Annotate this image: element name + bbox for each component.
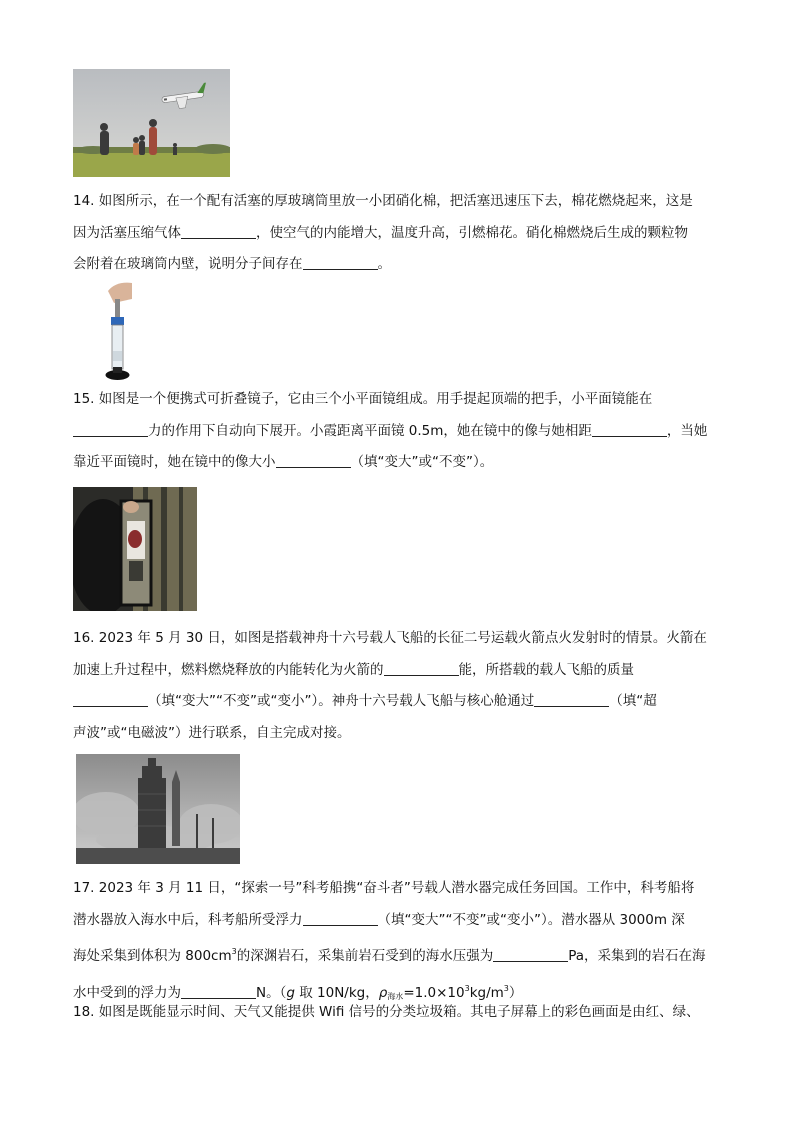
- q15-line-1: 15. 如图是一个便携式可折叠镜子，它由三个小平面镜组成。用手提起顶端的把手，小平面镜能在: [73, 391, 653, 407]
- q15-line-3: 靠近平面镜时，她在镜中的像大小 （填“变大”或“不变”）。: [73, 454, 494, 470]
- answer-blank[interactable]: [493, 947, 568, 962]
- q17-line-1: 17. 2023 年 3 月 11 日，“探索一号”科考船携“奋斗者”号载人潜水器完成任务回国。工作中，科考船将: [73, 880, 695, 896]
- q16-line-3: （填“变大”“不变”或“变小”）。神舟十六号载人飞船与核心舱通过 （填“超: [73, 686, 725, 718]
- q15-line-2: 力的作用下自动向下展开。小霞距离平面镜 0.5m，她在镜中的像与她相距 ，当她: [73, 416, 725, 448]
- answer-blank[interactable]: [276, 453, 351, 468]
- q17-line-3: 海处采集到体积为 $800cm^3$的深渊岩石，采集前岩石受到的海水压强为 Pa，采集到的岩石在海: [73, 947, 706, 964]
- answer-blank[interactable]: [303, 911, 378, 926]
- folding-mirror-photo: [73, 487, 197, 611]
- answer-blank[interactable]: [592, 422, 667, 437]
- q18-line-1: 18. 如图是既能显示时间、天气又能提供 Wifi 信号的分类垃圾箱。其电子屏幕上的彩色画面是由红、绿、: [73, 1004, 700, 1020]
- answer-blank[interactable]: [73, 692, 148, 707]
- q17-line-2: 潜水器放入海水中后，科考船所受浮力 （填“变大”“不变”或“变小”）。潜水器从 3000m 深: [73, 911, 685, 928]
- question-18: [73, 997, 725, 1029]
- q17-line-4: 水中受到的浮力为 N。（g 取 10N/kg，$\rho_{海水}=1.0\times 10^3kg/m^3$）: [73, 983, 523, 1001]
- question-14: [73, 186, 725, 281]
- question-17: [73, 873, 725, 1012]
- answer-blank[interactable]: [384, 661, 459, 676]
- q14-line-2: 因为活塞压缩气体 ，使空气的内能增大，温度升高，引燃棉花。硝化棉燃烧后生成的颗粒物: [73, 224, 688, 241]
- airplane-photo: [73, 69, 230, 177]
- answer-blank[interactable]: [73, 422, 148, 437]
- answer-blank[interactable]: [534, 692, 609, 707]
- q16-line-4: 声波”或“电磁波”）进行联系，自主完成对接。: [73, 724, 351, 741]
- question-15: [73, 384, 725, 479]
- q14-line-1: 14. 如图所示，在一个配有活塞的厚玻璃筒里放一小团硝化棉，把活塞迅速压下去，棉花燃烧起来，这是: [73, 193, 693, 209]
- q16-line-2: 加速上升过程中，燃料燃烧释放的内能转化为火箭的 能，所搭载的载人飞船的质量: [73, 661, 634, 678]
- piston-cylinder-photo: [100, 281, 136, 383]
- q16-line-1: 16. 2023 年 5 月 30 日，如图是搭载神舟十六号载人飞船的长征二号运载火箭点火发射时的情景。火箭在: [73, 630, 707, 646]
- rocket-launch-photo: [76, 754, 240, 864]
- q14-line-3: 会附着在玻璃筒内壁，说明分子间存在 。: [73, 256, 391, 272]
- question-16: [73, 623, 725, 749]
- answer-blank[interactable]: [303, 255, 378, 270]
- answer-blank[interactable]: [181, 224, 256, 239]
